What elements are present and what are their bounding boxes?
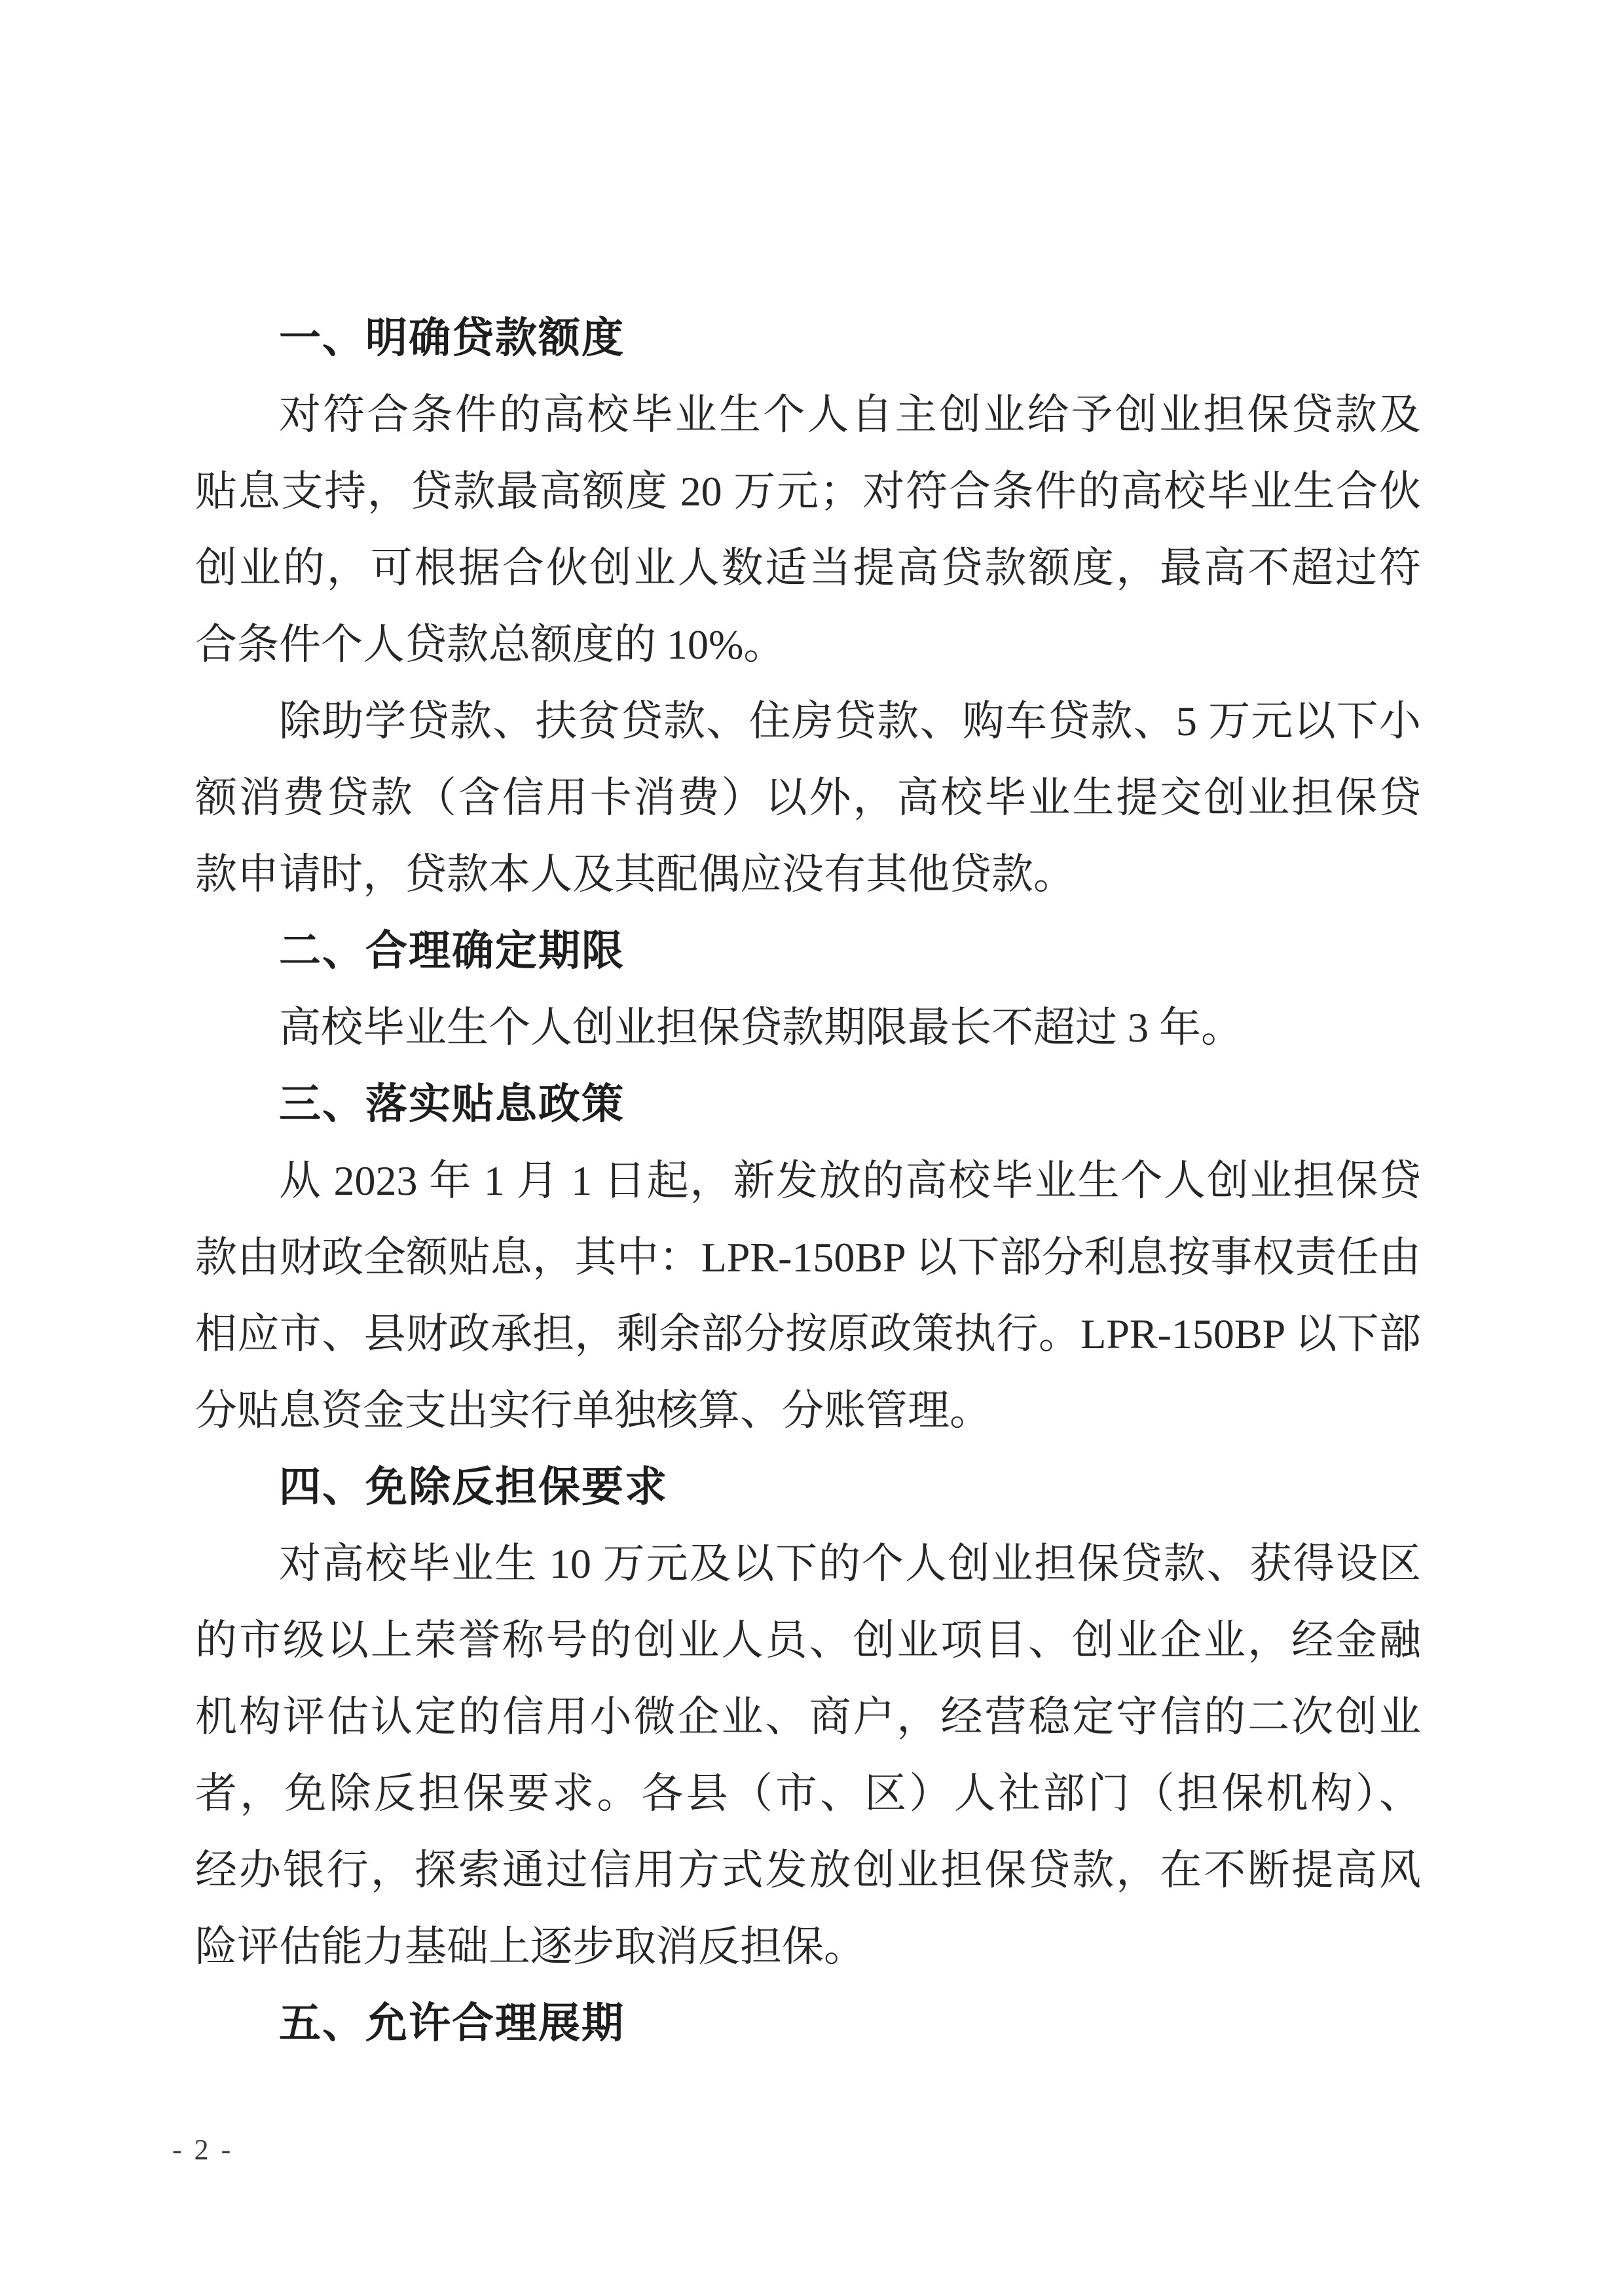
paragraph-line: 款由财政全额贴息，其中：LPR-150BP 以下部分利息按事权责任由 [195,1234,1421,1281]
paragraph-line: 相应市、县财政承担，剩余部分按原政策执行。LPR-150BP 以下部 [195,1311,1421,1357]
section-heading: 五、允许合理展期 [279,1999,625,2047]
paragraph-line: 者，免除反担保要求。各县（市、区）人社部门（担保机构）、 [195,1770,1421,1817]
section-heading: 三、落实贴息政策 [279,1080,625,1127]
section-heading: 二、合理确定期限 [279,927,625,974]
paragraph-line: 对符合条件的高校毕业生个人自主创业给予创业担保贷款及 [279,392,1421,438]
document-content [195,300,1421,2062]
paragraph-line: 款申请时，贷款本人及其配偶应没有其他贷款。 [195,851,1075,898]
paragraph-line: 合条件个人贷款总额度的 10%。 [195,621,786,668]
section-heading: 一、明确贷款额度 [279,314,625,361]
paragraph-line: 高校毕业生个人创业担保贷款期限最长不超过 3 年。 [279,1004,1243,1051]
paragraph-line: 对高校毕业生 10 万元及以下的个人创业担保贷款、获得设区 [279,1540,1421,1587]
section-heading: 四、免除反担保要求 [279,1463,668,1510]
paragraph-line: 额消费贷款（含信用卡消费）以外，高校毕业生提交创业担保贷 [195,774,1421,821]
paragraph-line: 创业的，可根据合伙创业人数适当提高贷款额度，最高不超过符 [195,545,1421,591]
page-number: - 2 - [172,2134,234,2166]
paragraph-line: 分贴息资金支出实行单独核算、分账管理。 [195,1387,991,1434]
paragraph-line: 经办银行，探索通过信用方式发放创业担保贷款，在不断提高风 [195,1847,1421,1893]
paragraph-line: 贴息支持，贷款最高额度 20 万元；对符合条件的高校毕业生合伙 [195,468,1421,515]
paragraph-line: 除助学贷款、扶贫贷款、住房贷款、购车贷款、5 万元以下小 [279,698,1421,744]
paragraph-line: 机构评估认定的信用小微企业、商户，经营稳定守信的二次创业 [195,1694,1421,1740]
paragraph-line: 险评估能力基础上逐步取消反担保。 [195,1923,866,1970]
paragraph-line: 从 2023 年 1 月 1 日起，新发放的高校毕业生个人创业担保贷 [279,1157,1421,1204]
paragraph-line: 的市级以上荣誉称号的创业人员、创业项目、创业企业，经金融 [195,1617,1421,1664]
